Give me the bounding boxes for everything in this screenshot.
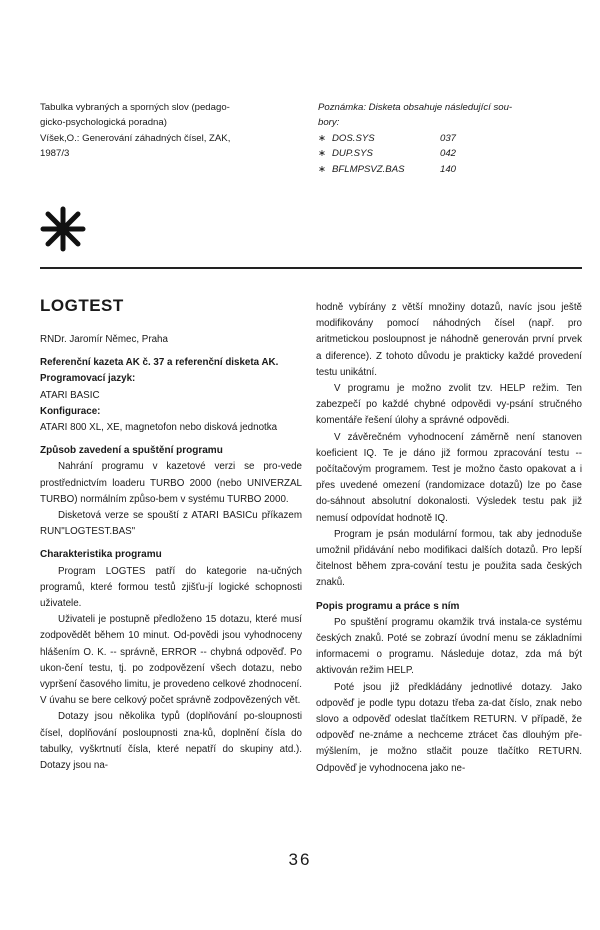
paragraph: Dotazy jsou několika typů (doplňování po-sloupnosti čísel, doplňování posloupnosti zna-ků, doplnění čísla do tabulky, vyškrtnutí čísla, které nepatří do skupiny atd.). Dotazy jsou na- — [40, 711, 302, 772]
bullet-star-icon: ∗ — [318, 148, 327, 160]
asterisk-logo-icon — [40, 206, 86, 252]
article-title: LOGTEST — [40, 296, 124, 315]
paragraph: Program je psán modulární formou, tak aby jednoduše umožnil přidávání nebo modifikaci dalších dotazů. Pro lepší čitelnost během zpra-cování testu je použita sada českých znaků. — [316, 528, 582, 589]
bibliography-line: Tabulka vybraných a sporných slov (pedago- — [40, 102, 230, 113]
page-number: 36 — [288, 850, 312, 869]
paragraph: V závěrečném vyhodnocení záměrně není stanoven koeficient IQ. Te je dáno již formou zpracování testu -- počítačovým programem. Test je možno často opakovat a i přes uvedené omezení (randomizace dotazů) lze po čase do-sáhnout absolutní dokonalosti. Výsledek testu pak již nemusí odpovídat hodnotě IQ. — [316, 431, 582, 524]
note-line: bory: — [318, 117, 340, 129]
language-label: Programovací jazyk: — [40, 373, 136, 385]
reference-cassette: Referenční kazeta AK č. 37 a referenční disketa AK. — [40, 357, 279, 369]
disk-note — [318, 100, 578, 177]
paragraph: Program LOGTES patří do kategorie na-učných programů, které formou testů zjišťu-jí logické schopnosti uživatele. — [40, 565, 302, 610]
file-list — [318, 131, 578, 177]
bibliography-line: gicko-psychologická poradna) — [40, 117, 167, 129]
paragraph: Disketová verze se spouští z ATARI BASICu příkazem RUN"LOGTEST.BAS" — [40, 510, 302, 538]
paragraph: hodně vybírány z větší množiny dotazů, navíc jsou ještě modifikovány pomocí náhodných čísel (např. pro aritmetickou posloupnost je náhodně generován první prvek a diference). Z tohoto důvodu je prakticky každé provedení testu unikátní. — [316, 302, 582, 378]
bibliography-block — [40, 100, 300, 162]
author-line: RNDr. Jaromír Němec, Praha — [40, 334, 168, 345]
note-line: Poznámka: Disketa obsahuje následující sou- — [318, 102, 513, 113]
configuration-value: ATARI 800 XL, XE, magnetofon nebo disková jednotka — [40, 422, 278, 434]
section-heading: Charakteristika programu — [40, 549, 162, 561]
paragraph: Poté jsou již předkládány jednotlivé dotazy. Jako odpověď je podle typu dotazu třeba za-dat číslo, znak nebo slovo a odpověď odeslat tlačítkem RETURN. V případě, že odpověď ne-známe a nechceme ztrácet čas dlouhým pře-mýšlením, je možno stlačit pouze tlačítko RETURN. Odpověď je vyhodnocena jako ne- — [316, 681, 582, 774]
article-column-left — [40, 332, 302, 774]
bibliography-line: 1987/3 — [40, 148, 70, 160]
file-item: ∗ BFLMPSVZ.BAS 140 — [318, 162, 578, 177]
configuration-label: Konfigurace: — [40, 405, 101, 417]
paragraph: Uživateli je postupně předloženo 15 dotazu, které musí zodpovědět během 10 minut. Od-povědi jsou vyhodnoceny hlášením O. K. -- správně, ERROR -- chybná odpověď. Po ukon-čení testu, tj. po zodpovězení všech dotazu, nebo vypršení časového limitu, je provedeno celkové zhodnocení. V úvahu se bere celkový počet správně zodpovězených vět. — [40, 614, 302, 707]
file-item: ∗ DOS.SYS 037 — [318, 131, 578, 146]
paragraph: Po spuštění programu okamžik trvá instala-ce systému českých znaků. Poté se zobrazí úvodní menu se základními informacemi o programu. Následuje dotaz, zda má být aktivován režim HELP. — [316, 616, 582, 677]
section-divider — [40, 267, 582, 269]
article-column-right — [316, 300, 582, 777]
file-item: ∗ DUP.SYS 042 — [318, 146, 578, 161]
bibliography-line: Víšek,O.: Generování záhadných čísel, ZAK, — [40, 132, 231, 144]
paragraph: V programu je možno zvolit tzv. HELP režim. Ten zabezpečí po každé chybné odpovědi vy-psání stručného komentáře řešení úlohy a správné odpovědi. — [316, 383, 582, 427]
paragraph: Nahrání programu v kazetové verzi se pro-vede prostřednictvím loaderu TURBO 2000 (nebo UNIVERZAL TURBO) normálním způso-bem v systému TURBO 2000. — [40, 461, 302, 505]
bullet-star-icon: ∗ — [318, 132, 327, 144]
section-heading: Způsob zavedení a spuštění programu — [40, 445, 223, 457]
bullet-star-icon: ∗ — [318, 163, 327, 175]
section-heading: Popis programu a práce s ním — [316, 600, 460, 612]
language-value: ATARI BASIC — [40, 389, 100, 401]
